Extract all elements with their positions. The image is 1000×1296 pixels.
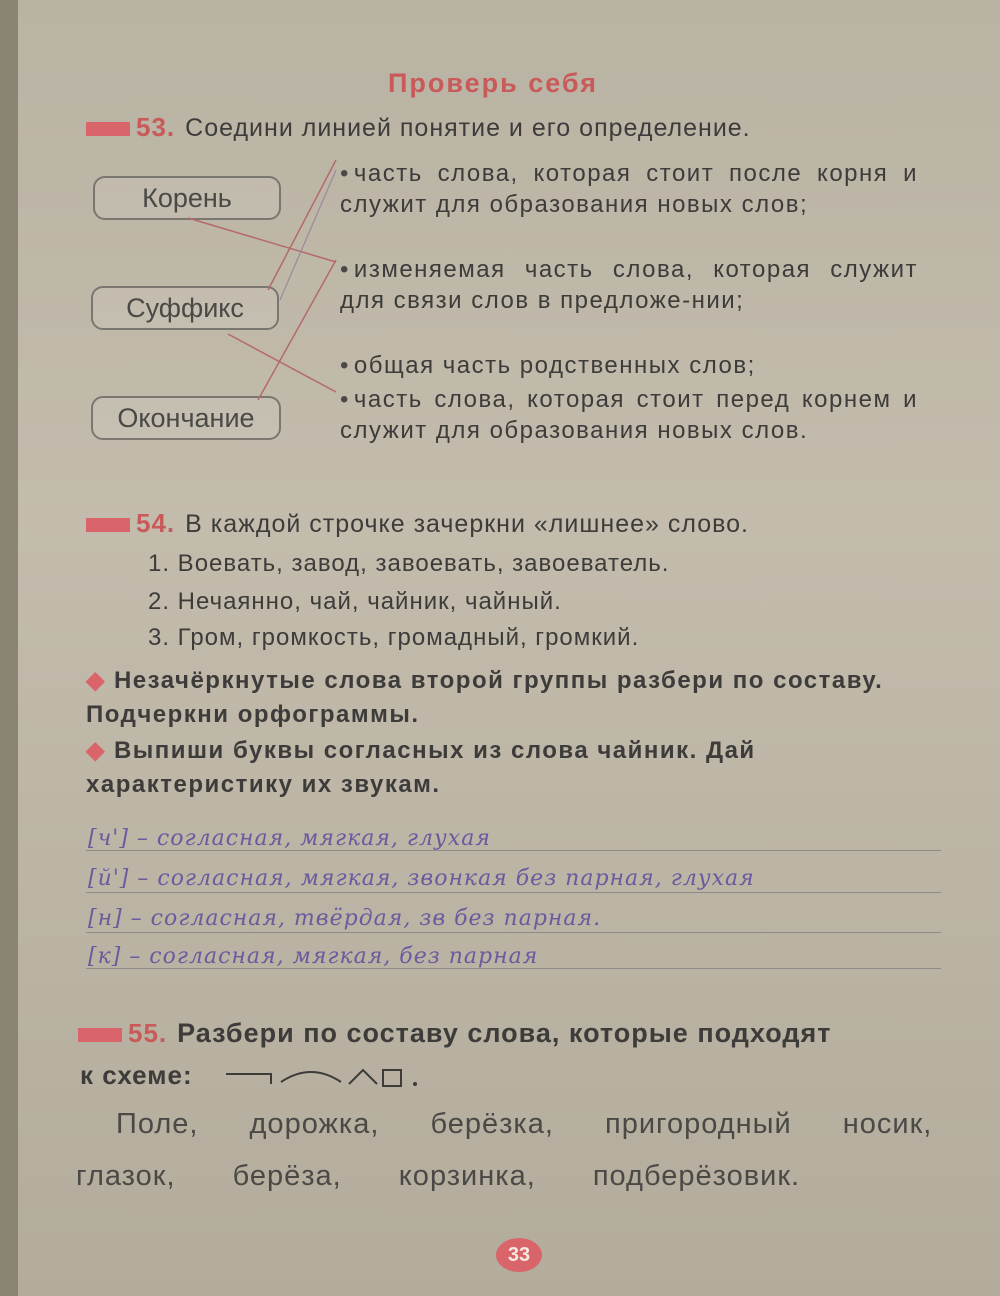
definition-text: часть слова, которая стоит после корня и служит для образования новых слов;: [340, 160, 918, 218]
word-row-3: 3. Гром, громкость, громадный, громкий.: [148, 624, 640, 651]
task-number: 54.: [136, 508, 176, 538]
word: подберёзовик.: [592, 1160, 801, 1192]
word-row-1: 1. Воевать, завод, завоевать, завоеватель.: [148, 550, 670, 577]
term-label: Корень: [142, 182, 232, 213]
writing-line: [86, 892, 941, 893]
words-row-1: [116, 1108, 932, 1141]
handwritten-answer-2[interactable]: [й'] – согласная, мягкая, звонкая без парная, глухая: [88, 866, 755, 891]
definition-1[interactable]: • часть слова, которая стоит после корня и служит для образования новых слов;: [340, 160, 918, 218]
writing-line: [86, 932, 941, 933]
word: носик,: [842, 1108, 933, 1140]
task-instruction: Разбери по составу слова, которые подходят: [177, 1018, 832, 1048]
instruction-bullet-2: [86, 734, 936, 802]
task-instruction: Соедини линией понятие и его определение.: [185, 114, 751, 142]
term-label: Суффикс: [126, 292, 244, 323]
definition-text: часть слова, которая стоит перед корнем и служит для образования новых слов.: [340, 386, 918, 444]
handwritten-answer-3[interactable]: [н] – согласная, твёрдая, зв без парная.: [88, 906, 602, 931]
task-marker-icon: [86, 122, 130, 136]
word-row-2: 2. Нечаянно, чай, чайник, чайный.: [148, 588, 562, 615]
word: берёзка,: [430, 1108, 554, 1140]
definition-4[interactable]: • часть слова, которая стоит перед корнем и служит для образования новых слов.: [340, 386, 918, 444]
bullet-text: Выпиши буквы согласных из слова чайник. Дай характеристику их звукам.: [86, 737, 756, 798]
task-instruction: В каждой строчке зачеркни «лишнее» слово.: [185, 510, 749, 538]
instruction-bullet-1: [86, 664, 936, 732]
term-box-root[interactable]: [93, 176, 281, 220]
term-box-ending[interactable]: [91, 396, 281, 440]
definition-3[interactable]: • общая часть родственных слов;: [340, 352, 756, 379]
scheme-label: к схеме:: [80, 1060, 193, 1090]
word: дорожка,: [249, 1108, 380, 1140]
task-55-heading: [78, 1018, 832, 1049]
task-54-heading: [86, 508, 749, 539]
definition-2[interactable]: • изменяемая часть слова, которая служит для связи слов в предложе-нии;: [340, 256, 918, 314]
task-marker-icon: [86, 518, 130, 532]
task-number: 53.: [136, 112, 176, 142]
words-row-2: [76, 1160, 800, 1193]
handwritten-answer-1[interactable]: [ч'] – согласная, мягкая, глухая: [88, 826, 491, 851]
word: Поле,: [116, 1108, 199, 1140]
word: пригородный: [605, 1108, 792, 1140]
term-box-suffix[interactable]: [91, 286, 279, 330]
term-label: Окончание: [117, 402, 255, 433]
task-53-heading: [86, 112, 751, 143]
task-number: 55.: [128, 1018, 168, 1048]
definition-text: изменяемая часть слова, которая служит для связи слов в предложе-нии;: [340, 256, 918, 314]
page-title: Проверь себя: [388, 68, 598, 98]
page-number-badge: 33: [496, 1238, 542, 1272]
diamond-icon: ◆: [86, 667, 106, 694]
word: корзинка,: [398, 1160, 536, 1192]
definition-text: общая часть родственных слов;: [353, 352, 756, 379]
task-55-scheme-line: [80, 1060, 431, 1092]
word: берёза,: [232, 1160, 342, 1192]
word: глазок,: [76, 1160, 176, 1192]
workbook-page: [18, 0, 1000, 1296]
handwritten-answer-4[interactable]: [к] – согласная, мягкая, без парная: [88, 944, 539, 969]
bullet-text: Незачёркнутые слова второй группы разбери по составу. Подчеркни орфограммы.: [86, 667, 884, 728]
morpheme-scheme-icon: [221, 1062, 431, 1092]
diamond-icon: ◆: [86, 737, 106, 764]
task-marker-icon: [78, 1028, 122, 1042]
